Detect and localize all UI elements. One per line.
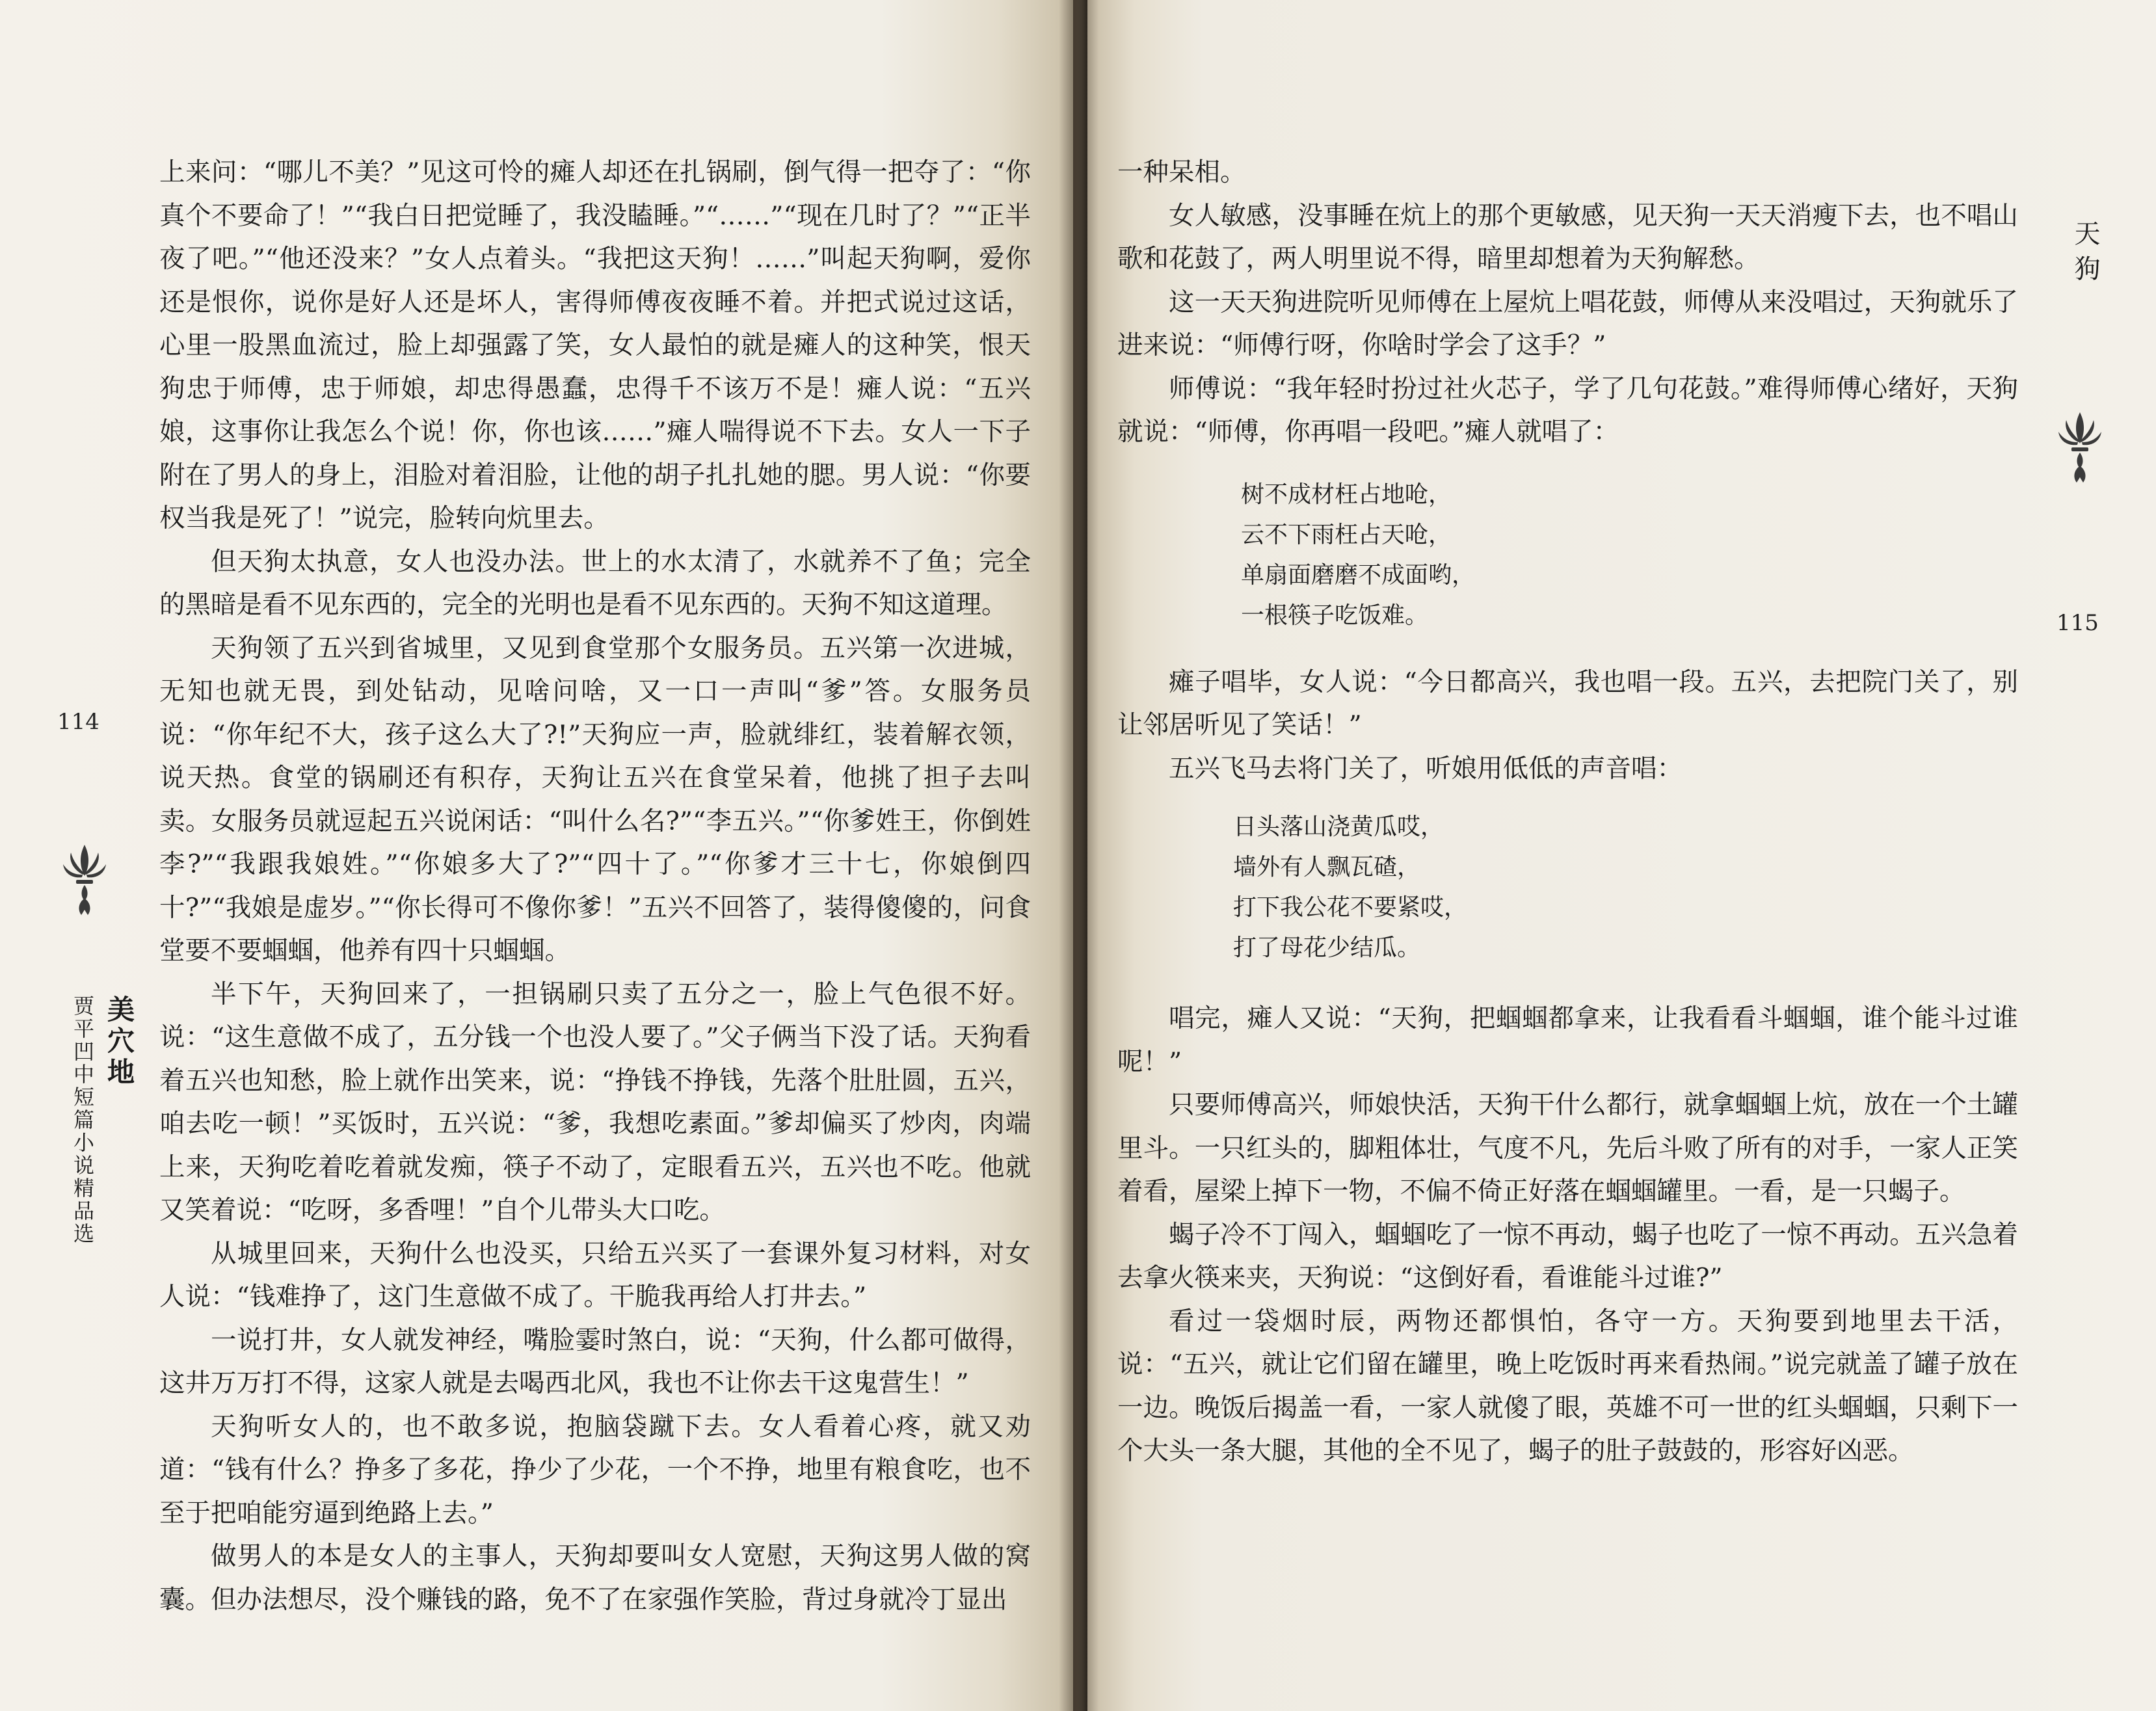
verse-line: 日头落山浇黄瓜哎，: [1233, 814, 1444, 840]
left-paragraph-1: 上来问：“哪儿不美？”见这可怜的瘫人却还在扎锅刷，倒气得一把夺了：“你真个不要命了！”“我白日把觉睡了，我没瞌睡。”“……”“现在几时了？”“正半夜了吧。”“他还没来？”女人点着头。“我把这天狗！……”叫起天狗啊，爱你还是恨你，说你是好人还是坏人，害得师傅夜夜睡不着。并把式说过这话，心里一股黑血流过，脸上却强露了笑，女人最怕的就是瘫人的这种笑，恨天狗忠于师傅，忠于师娘，却忠得愚蠢，忠得千不该万不是！瘫人说：“五兴娘，这事你让我怎么个说！你，你也该……”瘫人喘得说不下去。女人一下子附在了男人的身上，泪脸对着泪脸，让他的胡子扎扎她的腮。男人说：“你要权当我是死了！”说完，脸转向炕里去。: [159, 157, 1031, 533]
verse-line: 一根筷子吃饭难。: [1241, 602, 1429, 629]
book-subtitle: 贾平凹中短篇小说精品选: [70, 995, 95, 1245]
right-paragraph-3: 这一天天狗进院听见师傅在上屋炕上唱花鼓，师傅从来没唱过，天狗就乐了进来说：“师傅行呀，你啥时学会了这手？”: [1117, 287, 2018, 360]
verse-line: 打下我公花不要紧哎，: [1233, 894, 1468, 921]
right-paragraph-9: 蝎子冷不丁闯入，蝈蝈吃了一惊不再动，蝎子也吃了一惊不再动。五兴急着去拿火筷来夹，天狗说：“这倒好看，看谁能斗过谁?”: [1117, 1219, 2018, 1293]
right-paragraph-4: 师傅说：“我年轻时扮过社火芯子，学了几句花鼓。”难得师傅心绪好，天狗就说：“师傅，你再唱一段吧。”瘫人就唱了：: [1117, 373, 2018, 447]
left-paragraph-8: 做男人的本是女人的主事人，天狗却要叫女人宽慰，天狗这男人做的窝囊。但办法想尽，没个赚钱的路，免不了在家强作笑脸，背过身就冷丁显出: [159, 1541, 1031, 1615]
page-number-right: 115: [2056, 610, 2099, 636]
right-paragraph-1: 一种呆相。: [1117, 157, 1246, 187]
song-verse-2: [1233, 807, 2018, 968]
left-paragraph-4: 半下午，天狗回来了，一担锅刷只卖了五分之一，脸上气色很不好。说：“这生意做不成了，五分钱一个也没人要了。”父子俩当下没了话。天狗看着五兴也知愁，脸上就作出笑来，说：“挣钱不挣钱，先落个肚肚圆，五兴，咱去吃一顿！”买饭时，五兴说：“爹，我想吃素面。”爹却偏买了炒肉，肉端上来，天狗吃着吃着就发痴，筷子不动了，定眼看五兴，五兴也不吃。他就又笑着说：“吃呀，多香哩！”自个儿带头大口吃。: [159, 979, 1031, 1225]
right-paragraph-8: 只要师傅高兴，师娘快活，天狗干什么都行，就拿蝈蝈上炕，放在一个土罐里斗。一只红头的，脚粗体壮，气度不凡，先后斗败了所有的对手，一家人正笑着看，屋梁上掉下一物，不偏不倚正好落在蝈蝈罐里。一看，是一只蝎子。: [1117, 1090, 2018, 1206]
left-paragraph-2: 但天狗太执意，女人也没办法。世上的水太清了，水就养不了鱼；完全的黑暗是看不见东西的，完全的光明也是看不见东西的。天狗不知这道理。: [159, 546, 1031, 620]
verse-line: 打了母花少结瓜。: [1233, 935, 1421, 961]
verse-line: 单扇面磨磨不成面哟，: [1241, 561, 1476, 589]
book-spine: [1059, 0, 1087, 1711]
right-page-text: [1117, 151, 2018, 1473]
right-paragraph-6: 五兴飞马去将门关了，听娘用低低的声音唱：: [1169, 753, 1683, 784]
left-paragraph-6: 一说打井，女人就发神经，嘴脸霎时煞白，说：“天狗，什么都可做得，这井万万打不得，这家人就是去喝西北风，我也不让你去干这鬼营生！”: [159, 1325, 1031, 1398]
left-paragraph-5: 从城里回来，天狗什么也没买，只给五兴买了一套课外复习材料，对女人说：“钱难挣了，这门生意做不成了。干脆我再给人打井去。”: [159, 1238, 1031, 1312]
fleur-ornament-icon: [62, 842, 107, 920]
verse-line: 墙外有人飘瓦碴，: [1233, 854, 1421, 881]
verse-line: 云不下雨枉占天呛，: [1241, 521, 1452, 548]
book-title: 美穴地: [103, 995, 135, 1089]
left-paragraph-3: 天狗领了五兴到省城里，又见到食堂那个女服务员。五兴第一次进城，无知也就无畏，到处钻动，见啥问啥，又一口一声叫“爹”答。女服务员说：“你年纪不大，孩子这么大了?!”天狗应一声，脸就绯红，装着解衣领，说天热。食堂的锅刷还有积存，天狗让五兴在食堂呆着，他挑了担子去叫卖。女服务员就逗起五兴说闲话：“叫什么名?”“李五兴。”“你爹姓王，你倒姓李?”“我跟我娘姓。”“你娘多大了?”“四十了。”“你爹才三十七，你娘倒四十?”“我娘是虚岁。”“你长得可不像你爹！”五兴不回答了，装得傻傻的，问食堂要不要蝈蝈，他养有四十只蝈蝈。: [159, 633, 1031, 966]
right-paragraph-7: 唱完，瘫人又说：“天狗，把蝈蝈都拿来，让我看看斗蝈蝈，谁个能斗过谁呢！”: [1117, 1003, 2018, 1077]
right-paragraph-10: 看过一袋烟时辰，两物还都惧怕，各守一方。天狗要到地里去干活，说：“五兴，就让它们留在罐里，晚上吃饭时再来看热闹。”说完就盖了罐子放在一边。晚饭后揭盖一看，一家人就傻了眼，英雄不可一世的红头蝈蝈，只剩下一个大头一条大腿，其他的全不见了，蝎子的肚子鼓鼓的，形容好凶恶。: [1117, 1306, 2018, 1466]
fleur-ornament-icon: [2057, 410, 2103, 488]
left-page-text: [159, 151, 1031, 1621]
right-paragraph-2: 女人敏感，没事睡在炕上的那个更敏感，见天狗一天天消瘦下去，也不唱山歌和花鼓了，两人明里说不得，暗里却想着为天狗解愁。: [1117, 200, 2018, 274]
verse-line: 树不成材枉占地呛，: [1241, 481, 1452, 508]
song-verse-1: [1241, 475, 2018, 636]
story-title: 天狗: [2070, 220, 2100, 290]
right-paragraph-5: 瘫子唱毕，女人说：“今日都高兴，我也唱一段。五兴，去把院门关了，别让邻居听见了笑话！”: [1117, 667, 2018, 740]
page-number-left: 114: [57, 709, 100, 735]
left-paragraph-7: 天狗听女人的，也不敢多说，抱脑袋蹴下去。女人看着心疼，就又劝道：“钱有什么？挣多了多花，挣少了少花，一个不挣，地里有粮食吃，也不至于把咱能穷逼到绝路上去。”: [159, 1411, 1031, 1528]
